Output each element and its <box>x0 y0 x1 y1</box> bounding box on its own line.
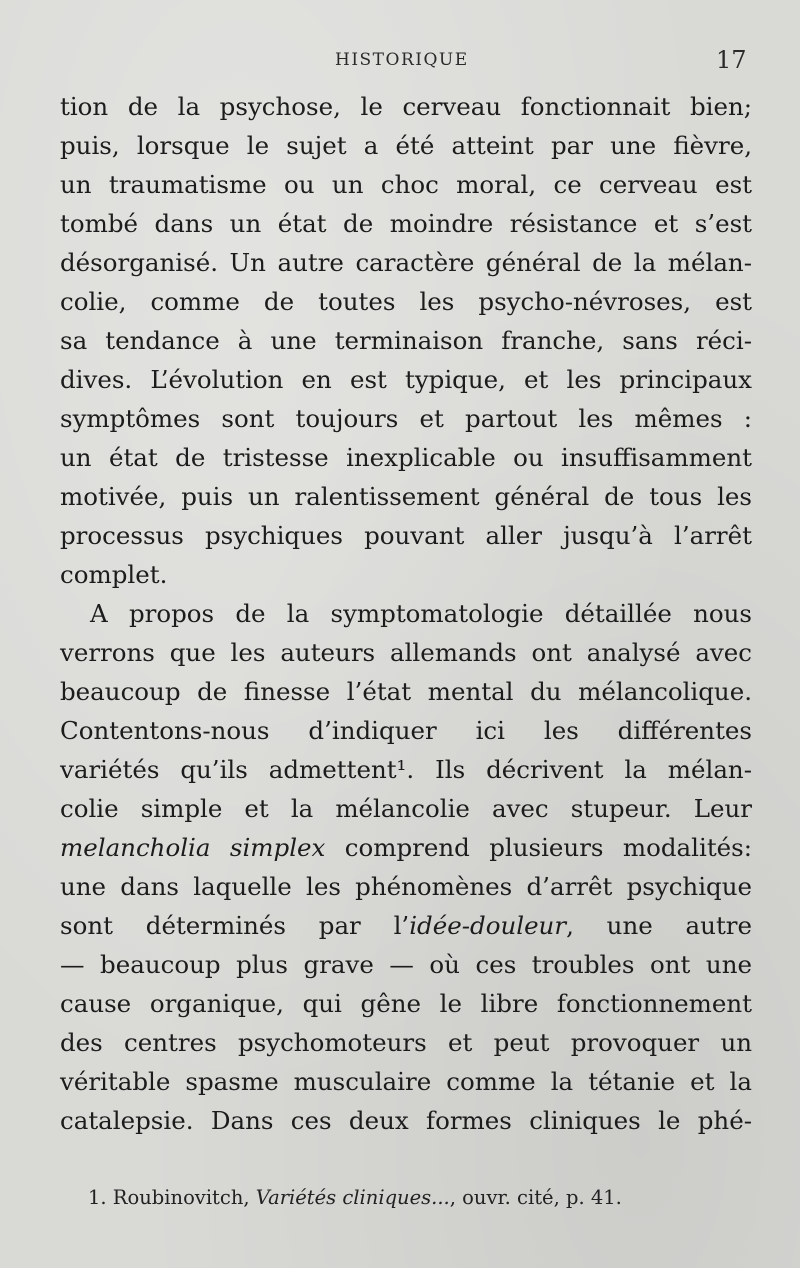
text-line: des centres psychomoteurs et peut provoquer un <box>60 1028 752 1057</box>
running-head <box>0 46 800 76</box>
text-line: colie simple et la mélancolie avec stupeur. Leur <box>60 794 752 823</box>
text-line: tombé dans un état de moindre résistance et s’est <box>60 209 752 238</box>
body-text <box>60 87 752 1140</box>
text-line: désorganisé. Un autre caractère général de la mélan- <box>60 248 752 277</box>
text-line-with-italic <box>60 906 752 945</box>
footnote <box>88 1183 748 1213</box>
text-line: — beaucoup plus grave — où ces troubles ont une <box>60 950 752 979</box>
text-line: véritable spasme musculaire comme la tétanie et la <box>60 1067 752 1096</box>
text-line: symptômes sont toujours et partout les mêmes : <box>60 404 752 433</box>
text-line: dives. L’évolution en est typique, et les principaux <box>60 365 752 394</box>
text-line: sa tendance à une terminaison franche, sans réci- <box>60 326 752 355</box>
text-fragment: sont déterminés par l’ <box>60 911 410 940</box>
text-line: un traumatisme ou un choc moral, ce cerveau est <box>60 170 752 199</box>
text-line: puis, lorsque le sujet a été atteint par une fièvre, <box>60 131 752 160</box>
text-line: Contentons-nous d’indiquer ici les différentes <box>60 716 752 745</box>
text-line: beaucoup de finesse l’état mental du mélancolique. <box>60 677 752 706</box>
text-line: une dans laquelle les phénomènes d’arrêt psychique <box>60 872 752 901</box>
text-line: complet. <box>60 560 168 589</box>
text-line: motivée, puis un ralentissement général de tous les <box>60 482 752 511</box>
footnote-rest: , ouvr. cité, p. 41. <box>449 1186 622 1209</box>
text-line: processus psychiques pouvant aller jusqu’à l’arrêt <box>60 521 752 550</box>
text-line: catalepsie. Dans ces deux formes cliniques le phé- <box>60 1106 752 1135</box>
text-fragment: comprend plusieurs modalités: <box>325 833 752 862</box>
text-line: cause organique, qui gêne le libre fonctionnement <box>60 989 752 1018</box>
text-line-with-italic <box>60 828 752 867</box>
text-line: variétés qu’ils admettent¹. Ils décrivent la mélan- <box>60 755 752 784</box>
italic-term: melancholia simplex <box>60 833 326 862</box>
italic-term: idée-douleur <box>409 911 567 940</box>
text-line: colie, comme de toutes les psycho-névroses, est <box>60 287 752 316</box>
footnote-marker: 1. Roubinovitch, <box>88 1186 256 1209</box>
text-line: verrons que les auteurs allemands ont analysé avec <box>60 638 752 667</box>
footnote-title: Variétés cliniques... <box>255 1186 450 1209</box>
text-line: un état de tristesse inexplicable ou insuffisamment <box>60 443 752 472</box>
text-line: tion de la psychose, le cerveau fonctionnait bien; <box>60 92 752 121</box>
text-fragment: , une autre <box>566 911 753 940</box>
page-number: 17 <box>716 46 747 74</box>
paragraph-first-line: A propos de la symptomatologie détaillée nous <box>90 599 752 628</box>
running-title: HISTORIQUE <box>335 50 469 70</box>
